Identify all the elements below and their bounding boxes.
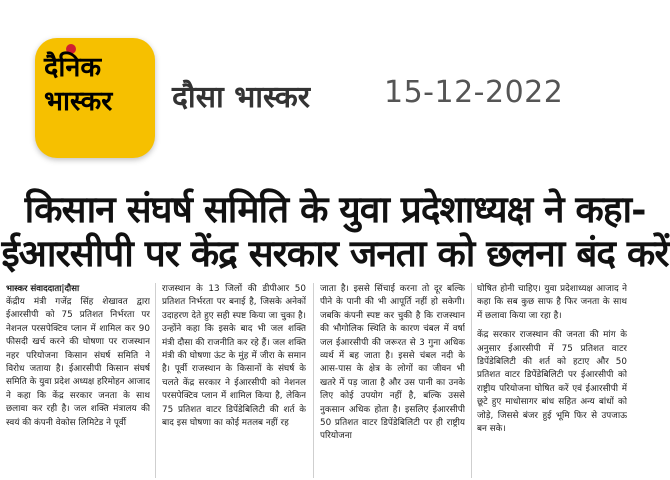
headline-line1: किसान संघर्ष समिति के युवा प्रदेशाध्यक्ष ने कहा- [24,187,646,231]
column-paragraph: केंद्रीय मंत्री गजेंद्र सिंह शेखावत द्वारा ईआरसीपी को 75 प्रतिशत निर्भरता पर नेशनल परसपेक्टिव प्लान में शामिल कर 90 फीसदी खर्च करने की घोषणा पर राजस्थान नहर परियोजना किसान संघर्ष समिति ने विरोध जताया है। ईआरसीपी किसान संघर्ष समिति के युवा प्रदेश अध्यक्ष हरिमोहन आजाद ने कहा कि केंद्र सरकार जनता के साथ छलावा कर रही है। जल शक्ति मंत्रालय की स्वयं की कंपनी वेकोस लिमिटेड ने पूर्वी [6,297,150,428]
publication-date: 15-12-2022 [384,75,564,110]
column-divider [155,283,156,478]
column-paragraph: राजस्थान के 13 जिलों की डीपीआर 50 प्रतिशत निर्भरता पर बनाई है, जिसके अनेकों उदाहरण देते हुए सही स्पष्ट किया जा चुका है। उन्होंने कहा कि इसके बाद भी जल शक्ति मंत्री दौसा की राजनीति कर रहे हैं। जल शक्ति मंत्री की घोषणा ऊंट के मुंह में जीरा के समान है। पूर्वी राजस्थान के किसानों के संघर्ष के चलते केंद्र सरकार ने ईआरसीपी को नेशनल परसपेक्टिव प्लान में शामिल किया है, लेकिन 75 प्रतिशत वाटर डिपेंडेबिलिटी की शर्त के बाद इस घोषणा का कोई मतलब नहीं रह [162,284,306,429]
headline-line2: ईआरसीपी पर केंद्र सरकार जनता को छलना बंद करें [1,231,669,275]
article-column-2 [162,283,306,480]
headline [0,187,670,275]
column-divider [471,283,472,478]
byline: भास्कर संवाददाता|दौसा [6,284,80,294]
logo-wordmark-line2: भास्कर [44,86,113,117]
column-paragraph: घोषित होनी चाहिए। युवा प्रदेशाध्यक्ष आजाद ने कहा कि सब कुछ साफ है फिर जनता के साथ में छलावा किया जा रहा है। [477,284,627,321]
article-column-1 [6,296,150,480]
article-column-3 [320,283,465,480]
column-paragraph: जाता है। इससे सिंचाई करना तो दूर बल्कि पीने के पानी की भी आपूर्ति नहीं हो सकेगी। जबकि कंपनी स्पष्ट कर चुकी है कि राजस्थान की भौगोलिक स्थिति के कारण चंबल में वर्षा जल ईआरसीपी की जरूरत से 3 गुना अधिक व्यर्थ में बह जाता है। इससे चंबल नदी के आस-पास के क्षेत्र के लोगों का जीवन भी खतरे में पड़ जाता है और उस पानी का उनके लिए कोई उपयोग नहीं है, बल्कि उससे नुकसान अधिक होता है। इसलिए ईआरसीपी 50 प्रतिशत वाटर डिपेंडेबिलिटी पर ही राष्ट्रीय परियोजना [320,284,465,442]
column-paragraph: केंद्र सरकार राजस्थान की जनता की मांग के अनुसार ईआरसीपी में 75 प्रतिशत वाटर डिपेंडेबिलिटी की शर्त को हटाए और 50 प्रतिशत वाटर डिपेंडेबिलिटी पर ईआरसीपी को राष्ट्रीय परियोजना घोषित करें एवं ईआरसीपी में छूटे हुए माधोसागर बांध सहित अन्य बांधों को जोड़े, जिससे बंजर हुई भूमि फिर से उपजाऊ बन सके। [477,330,627,435]
article-column-4 [477,283,627,480]
edition-name: दौसा भास्कर [172,80,311,115]
logo-wordmark [44,52,144,144]
dainik-bhaskar-logo [35,38,155,158]
column-divider [313,283,314,478]
logo-wordmark-line1: दैनिक [44,52,102,83]
